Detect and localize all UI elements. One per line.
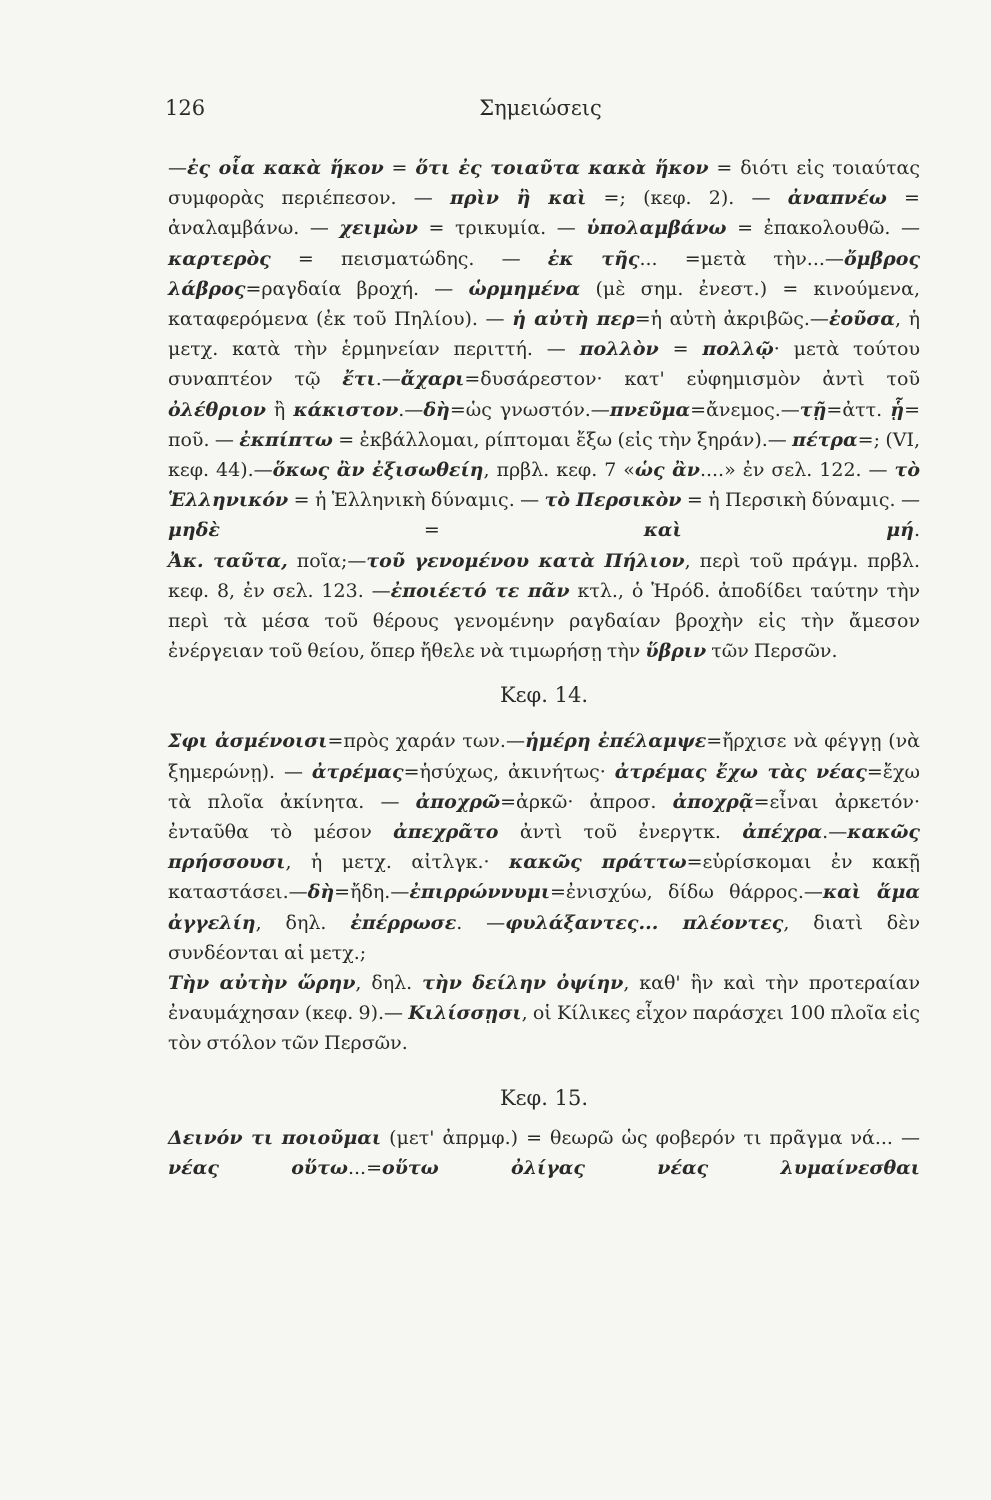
gloss-text: =ἡσύχως, ἀκινήτως· [403,760,615,783]
gloss-text: .— [822,821,848,844]
lemma-term: δὴ [423,398,450,421]
gloss-text: , οἱ Κίλικες εἶχον παράσχει 100 πλοῖα εἰς τὸν στόλον τῶν Περσῶν. [168,1002,921,1055]
running-title: Σημειώσεις [479,96,602,120]
gloss-text: =ἤδη.— [334,881,410,904]
lemma-term: ἀτρέμας [311,760,404,783]
gloss-text: ἢ [265,398,294,421]
lemma-term: ἀπέχρα [742,821,823,844]
gloss-text: , πρβλ. κεφ. 7 « [483,459,635,482]
gloss-text: = [219,519,644,542]
lemma-term: πέτρα [792,428,858,451]
page-number: 126 [165,96,206,120]
gloss-text: =; (κεφ. 2). — [586,187,788,210]
lemma-term: φυλάξαντες... πλέοντες [505,911,784,934]
lemma-term: τὴν δείλην ὀψίην [422,972,624,995]
lemma-term: ἡ αὐτὴ περ [512,308,635,331]
gloss-text: , ἡ μετχ. κατὰ τὴν ἑρμηνείαν περιττή. — [168,308,920,361]
lemma-term: ἐπέρρωσε [350,911,457,934]
lemma-term: καρτερὸς [168,247,271,270]
lemma-term: Κιλίσσῃσι [408,1002,522,1025]
lemma-term: πρὶν ἢ καὶ [449,187,587,210]
page-header [165,96,916,130]
gloss-text: = [658,338,703,361]
lemma-term: ἐοῦσα [828,308,895,331]
gloss-text: = ἐκβάλλομαι, ρίπτομαι ἔξω (εἰς τὴν ξηράν).— [332,428,793,451]
gloss-text: , δηλ. [255,911,351,934]
lemma-term: ἀναπνέω [787,187,887,210]
lemma-term: ὅτι ἐς τοιαῦτα κακὰ ἥκον [415,157,709,179]
gloss-text: =δυσάρεστον· κατ' εὐφημισμὸν ἀντὶ τοῦ [464,368,920,391]
gloss-text: τῶν Περσῶν. [706,640,838,663]
gloss-text: κτλ., ὁ Ἡρόδ. ἀποδίδει ταύτην τὴν περὶ τὰ μέσα τοῦ θέρους γενομένην ραγδαίαν βροχὴν εἰς τὴν ἄμεσον ἐνέργειαν τοῦ θείου, ὅπερ ἤθελε νὰ τιμωρήσῃ τὴν [168,579,920,663]
gloss-text: = πεισματώδης. — [270,247,548,270]
lemma-term: μηδὲ [168,519,220,542]
lemma-term: τοῦ γενομένου κατὰ Πήλιον [366,549,685,572]
lemma-term: ὑπολαμβάνω [586,217,727,240]
lemma-term: ἀποχρᾷ [672,790,754,813]
lemma-term: δὴ [307,881,335,904]
gloss-text: =ραγδαία βροχή. — [245,277,469,300]
paragraph-notes-13 [168,153,920,546]
gloss-text: =εὑρίσκομαι ἐν κακῇ καταστάσει.— [168,851,920,904]
lemma-term: ἄχαρι [400,368,465,391]
chapter-heading-15: Κεφ. 15. [499,1085,589,1110]
paragraph-notes-14-b [168,968,920,1059]
lemma-term: ὀλέθριον [168,398,266,421]
gloss-text: =ἀρκῶ· ἀπροσ. [500,790,673,813]
gloss-text: ποῖα;— [287,549,367,572]
gloss-text: . — [456,911,506,934]
chapter-heading-14: Κεφ. 14. [499,683,589,708]
paragraph-notes-13-ak [168,546,920,667]
lemma-term: κάκιστον [293,398,399,421]
gloss-text: = τρικυμία. — [417,217,587,240]
gloss-text: ...= [347,1156,383,1179]
page-body [168,153,920,1183]
lemma-term: ἐκπίπτω [239,428,333,451]
gloss-text: ἀντὶ τοῦ ἐνεργτκ. [498,821,743,844]
lemma-term: πολλῷ [702,338,774,361]
gloss-text: =πρὸς χαράν των.— [327,730,525,753]
gloss-text: =ἤρχισε νὰ φέγγῃ (νὰ ξημερώνῃ). — [168,730,920,783]
lemma-term: τὸ Περσικὸν [544,489,682,512]
lemma-term: Σφι ἀσμένοισι [168,730,328,753]
lemma-term: χειμὼν [339,217,418,240]
lemma-term: Δεινόν τι ποιοῦμαι [168,1126,382,1149]
gloss-text: (μὲ σημ. ἐνεστ.) = κινούμενα, καταφερόμενα (ἐκ τοῦ Πηλίου). — [168,277,920,331]
lemma-term: πνεῦμα [609,398,691,421]
lemma-term: κακῶς πράττω [508,851,687,874]
gloss-text: , διατὶ δὲν συνδέονται αἱ μετχ.; [168,911,920,964]
lemma-term: οὕτω ὀλίγας νέας λυμαίνεσθαι [382,1156,920,1179]
lemma-term: τῇ [799,398,827,421]
gloss-text: =ἄνεμος.— [690,398,800,421]
lemma-term: ᾗ [890,398,905,421]
lemma-term: ἡμέρη ἐπέλαμψε [524,730,707,753]
gloss-text: = ἀναλαμβάνω. — [168,187,920,240]
gloss-text: , καθ' ἣν καὶ τὴν προτεραίαν ἐναυμάχησαν (κεφ. 9).— [168,972,921,1025]
gloss-text: =ὡς γνωστόν.— [449,398,610,421]
gloss-text: , ἡ μετχ. αἰτλγκ.· [285,851,509,874]
gloss-text: .— [375,368,401,391]
lemma-term: ἐποιέετό τε πᾶν [390,579,570,602]
lemma-term: νέας οὕτω [168,1156,348,1179]
gloss-text: ... =μετὰ τὴν...— [639,247,844,270]
paragraph-notes-14 [168,726,920,968]
lemma-term: ἀπεχρᾶτο [393,821,499,844]
gloss-text: (μετ' ἀπρμφ.) = θεωρῶ ὡς φοβερόν τι πρᾶγμα νά... — [381,1126,921,1149]
gloss-text: =; (VI, κεφ. 44).— [168,428,921,482]
lemma-term: καὶ ἅμα ἀγγελίη [168,881,920,934]
lemma-term: Ἀκ. ταῦτα, [168,549,288,572]
lemma-term: ὕβριν [645,640,707,663]
lemma-term: ἀποχρῶ [415,790,501,813]
lemma-term: πολλὸν [579,338,659,361]
lemma-term: ἀτρέμας ἔχω τὰς νέας [614,760,867,783]
gloss-text: · μετὰ τούτου συναπτέον τῷ [168,338,921,391]
lemma-term: ὡς ἂν [634,459,700,482]
gloss-text: =ἡ αὐτὴ ἀκριβῶς.— [634,308,829,331]
gloss-text: — [168,157,187,179]
lemma-term: ἐς οἷα κακὰ ἥκον [187,157,384,179]
gloss-text: .— [398,398,424,421]
gloss-text: = ἡ Περσικὴ δύναμις. — [681,489,920,512]
gloss-text: = ποῦ. — [168,398,920,451]
lemma-term: ὅκως ἂν ἐξισωθείη [272,459,484,482]
gloss-text: , δηλ. [355,972,423,995]
gloss-text: =εἶναι ἀρκετόν· ἐνταῦθα τὸ μέσον [168,790,921,844]
lemma-term: ὄμβρος λάβρος [168,247,921,300]
lemma-term: τὸ Ἑλληνικόν [168,459,920,512]
lemma-term: ὡρμημένα [468,277,581,300]
gloss-text: =ἀττ. [826,398,891,421]
lemma-term: καὶ μή [643,519,914,542]
gloss-text: =ἐνισχύω, δίδω θάρρος.— [550,881,823,904]
gloss-text: . [913,519,920,542]
gloss-text: = διότι εἰς τοιαύτας συμφορὰς περιέπεσον. — [168,157,920,210]
lemma-term: ἐκ τῆς [547,247,640,270]
gloss-text: = [383,157,416,179]
gloss-text: = ἐπακολουθῶ. — [726,217,920,240]
gloss-text: = ἡ Ἑλληνικὴ δύναμις. — [288,489,545,512]
lemma-term: ἔτι [342,368,376,391]
gloss-text: ....» ἐν σελ. 122. — [699,459,895,482]
gloss-text: =ἔχω τὰ πλοῖα ἀκίνητα. — [168,760,920,813]
lemma-term: ἐπιρρώννυμι [409,881,551,904]
paragraph-notes-15 [168,1123,920,1183]
gloss-text: , περὶ τοῦ πράγμ. πρβλ. κεφ. 8, ἐν σελ. 123. — [168,549,921,602]
lemma-term: κακῶς πρήσσουσι [168,821,920,874]
lemma-term: Τὴν αὐτὴν ὥρην [168,972,356,995]
